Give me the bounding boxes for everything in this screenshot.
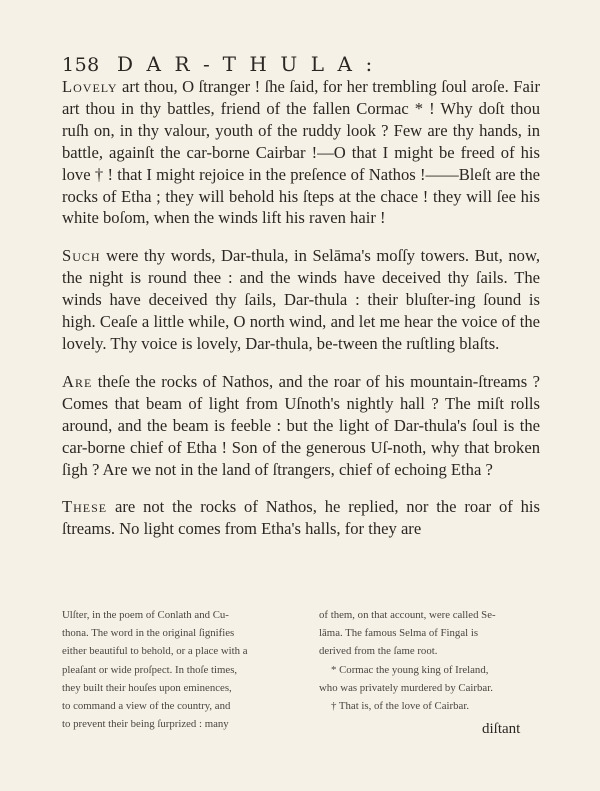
- paragraph-text: theſe the rocks of Nathos, and the roar of his mountain-ſtreams ? Comes that beam of light from Uſnoth's nightly hall ? The miſt rolls around, and the beam is feeble : but the light of Dar-thula's ſoul is the car-borne chief of Etha ! Son of the generous Uſ-noth, why that broken ſigh ? Are we not in the land of ſtrangers, chief of echoing Etha ?: [62, 371, 540, 479]
- footnote-line: † That is, of the love of Cairbar.: [331, 700, 470, 713]
- paragraph-text: art thou, O ſtranger ! ſhe ſaid, for her trembling ſoul aroſe. Fair art thou in thy battles, friend of the fallen Cormac * ! Why doſt thou ruſh on, in thy valour, youth of the ruddy look ? Few are thy hands, in battle, againſt the car-borne Cairbar !—O that I might be freed of his love † ! that I might rejoice in the preſence of Nathos !——Bleſt are the rocks of Etha ; they will behold his ſteps at the chace ! they will ſee his white boſom, when the winds lift his raven hair !: [62, 77, 540, 228]
- paragraph-lead-word: Lovely: [62, 77, 118, 96]
- paragraph: [62, 496, 540, 540]
- footnote-line: Ulſter, in the poem of Conlath and Cu-: [62, 609, 229, 621]
- paragraph-text: are not the rocks of Nathos, he replied, nor the roar of his ſtreams. No light comes from Etha's halls, for they are: [62, 497, 540, 539]
- page-number: 158: [62, 54, 100, 76]
- running-title: DAR-THULA:: [117, 52, 386, 76]
- footnote-line: either beautiful to behold, or a place with a: [62, 645, 248, 658]
- paragraph-lead-word: Such: [62, 246, 101, 266]
- footnote-line: lāma. The famous Selma of Fingal is: [319, 627, 479, 640]
- catchword: diſtant: [482, 721, 521, 737]
- footnote-line: * Cormac the young king of Ireland,: [331, 663, 489, 676]
- paragraph: [62, 245, 540, 355]
- paragraph-text: were thy words, Dar-thula, in Selāma's moſſy towers. But, now, the night is round thee : and the winds have deceived thy ſails. The winds have deceived thy ſails, Dar-thula : their bluſter-ing ſound is high. Ceaſe a little while, O north wind, and let me hear the voice of the lovely. Thy voice is lovely, Dar-thula, be-tween the ruſtling blaſts.: [62, 246, 540, 353]
- footnote-line: who was privately murdered by Cairbar.: [319, 681, 493, 694]
- footnote-line: thona. The word in the original ſignifies: [62, 627, 235, 640]
- paragraph-lead-word: These: [62, 497, 108, 517]
- footnote-line: they built their houſes upon eminences,: [62, 681, 232, 694]
- footnote-line: pleaſant or wide proſpect. In thoſe times,: [62, 663, 238, 676]
- body-text: [62, 76, 540, 556]
- footnote-line: derived from the ſame root.: [319, 645, 438, 658]
- footnote-line: to command a view of the country, and: [62, 700, 231, 713]
- paragraph: [62, 76, 540, 229]
- footnote-column-left: [62, 606, 290, 733]
- paragraph: [62, 371, 540, 481]
- paragraph-lead-word: Are: [62, 371, 93, 391]
- footnote-column-right: [319, 606, 547, 715]
- footnote-line: to prevent their being ſurprized : many: [62, 718, 229, 731]
- footnote-line: of them, on that account, were called Se-: [319, 609, 496, 621]
